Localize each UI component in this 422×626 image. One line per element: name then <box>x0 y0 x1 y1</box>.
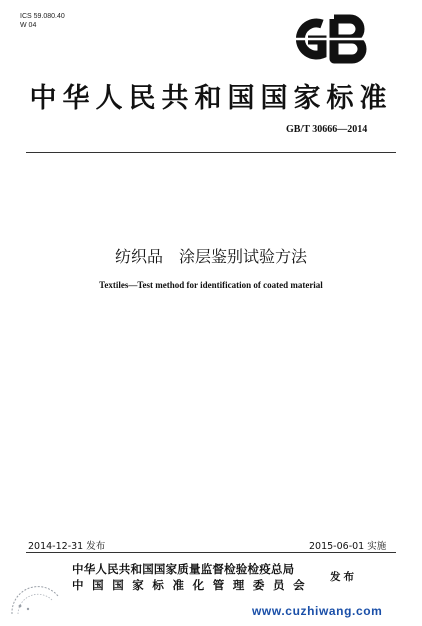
ccs-code: W 04 <box>20 22 37 29</box>
footer-divider <box>26 552 396 553</box>
standard-category-title: 中华人民共和国国家标准 <box>29 83 393 114</box>
document-title-cn <box>0 244 422 267</box>
standard-number: GB/T 30666—2014 <box>286 124 368 135</box>
header-divider <box>26 152 396 153</box>
publisher-line-2: 中国国家标准化管理委员会 <box>72 578 314 592</box>
implementation-date: 2015-06-01 实施 <box>309 541 387 552</box>
watermark-link[interactable]: www.cuzhiwang.com <box>252 604 383 618</box>
ics-code: ICS 59.080.40 <box>20 13 65 20</box>
issue-date: 2014-12-31 发布 <box>28 541 106 552</box>
gb-logo <box>286 14 372 64</box>
seal-stamp <box>6 576 62 616</box>
document-title-en: Textiles—Test method for identification of coated material <box>99 280 323 290</box>
title-cn-part1: 纺织品 <box>114 247 163 266</box>
publisher-line-1: 中华人民共和国国家质量监督检验检疫总局 <box>72 562 295 576</box>
classification-codes <box>20 12 65 30</box>
title-cn-part2: 涂层鉴别试验方法 <box>179 247 308 266</box>
publish-label: 发布 <box>330 571 357 583</box>
